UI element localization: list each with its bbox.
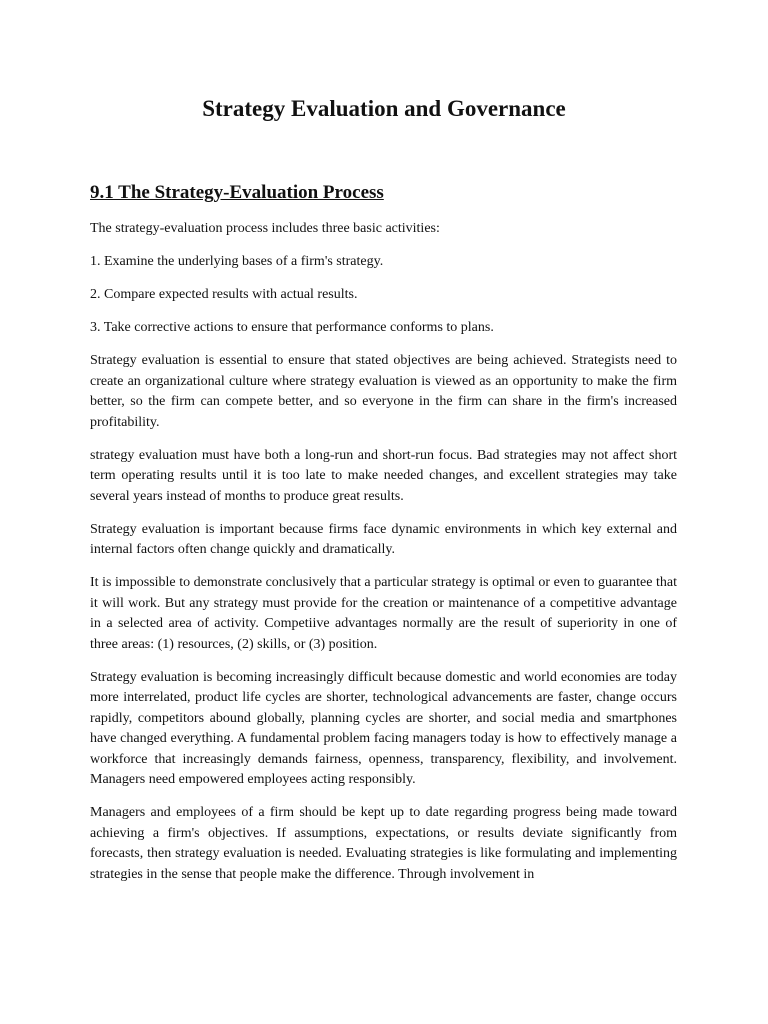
body-paragraph-2: strategy evaluation must have both a long-run and short-run focus. Bad strategies may not affect short term operating results until it is too late to make needed changes, and excellent strategies may take several years instead of months to produce great results. [90, 447, 677, 504]
section-heading: 9.1 The Strategy-Evaluation Process [90, 182, 384, 203]
body-paragraph-5: Strategy evaluation is becoming increasingly difficult because domestic and world economies are today more interrelated, product life cycles are shorter, technological advancements are faster, change occurs rapidly, competitors abound globally, planning cycles are shorter, and social media and smartphones have changed everything. A fundamental problem facing managers today is how to effectively manage a workforce that increasingly demands fairness, openness, transparency, flexibility, and involvement. Managers need empowered employees acting responsibly. [90, 669, 677, 787]
section-body [90, 219, 677, 898]
document-title: Strategy Evaluation and Governance [202, 96, 566, 121]
activity-item-2: 2. Compare expected results with actual results. [90, 287, 358, 302]
body-paragraph-6: Managers and employees of a firm should be kept up to date regarding progress being made toward achieving a firm's objectives. If assumptions, expectations, or results deviate significantly from forecasts, then strategy evaluation is needed. Evaluating strategies is like formulating and implementing strategies in the sense that people make the difference. Through involvement in [90, 805, 677, 882]
body-paragraph-1: Strategy evaluation is essential to ensure that stated objectives are being achieved. Strategists need to create an organizational culture where strategy evaluation is viewed as an opportunity to make the firm better, so the firm can compete better, and so everyone in the firm can share in the firm's increased profitability. [90, 353, 677, 430]
intro-paragraph: The strategy-evaluation process includes three basic activities: [90, 221, 440, 236]
activity-item-1: 1. Examine the underlying bases of a firm's strategy. [90, 254, 384, 269]
activity-item-3: 3. Take corrective actions to ensure that performance conforms to plans. [90, 320, 494, 335]
body-paragraph-4: It is impossible to demonstrate conclusively that a particular strategy is optimal or even to guarantee that it will work. But any strategy must provide for the creation or maintenance of a competitive advantage in a selected area of activity. Competiive advantages normally are the result of superiority in one of three areas: (1) resources, (2) skills, or (3) position. [90, 575, 677, 652]
body-paragraph-3: Strategy evaluation is important because firms face dynamic environments in which key external and internal factors often change quickly and dramatically. [90, 521, 677, 557]
